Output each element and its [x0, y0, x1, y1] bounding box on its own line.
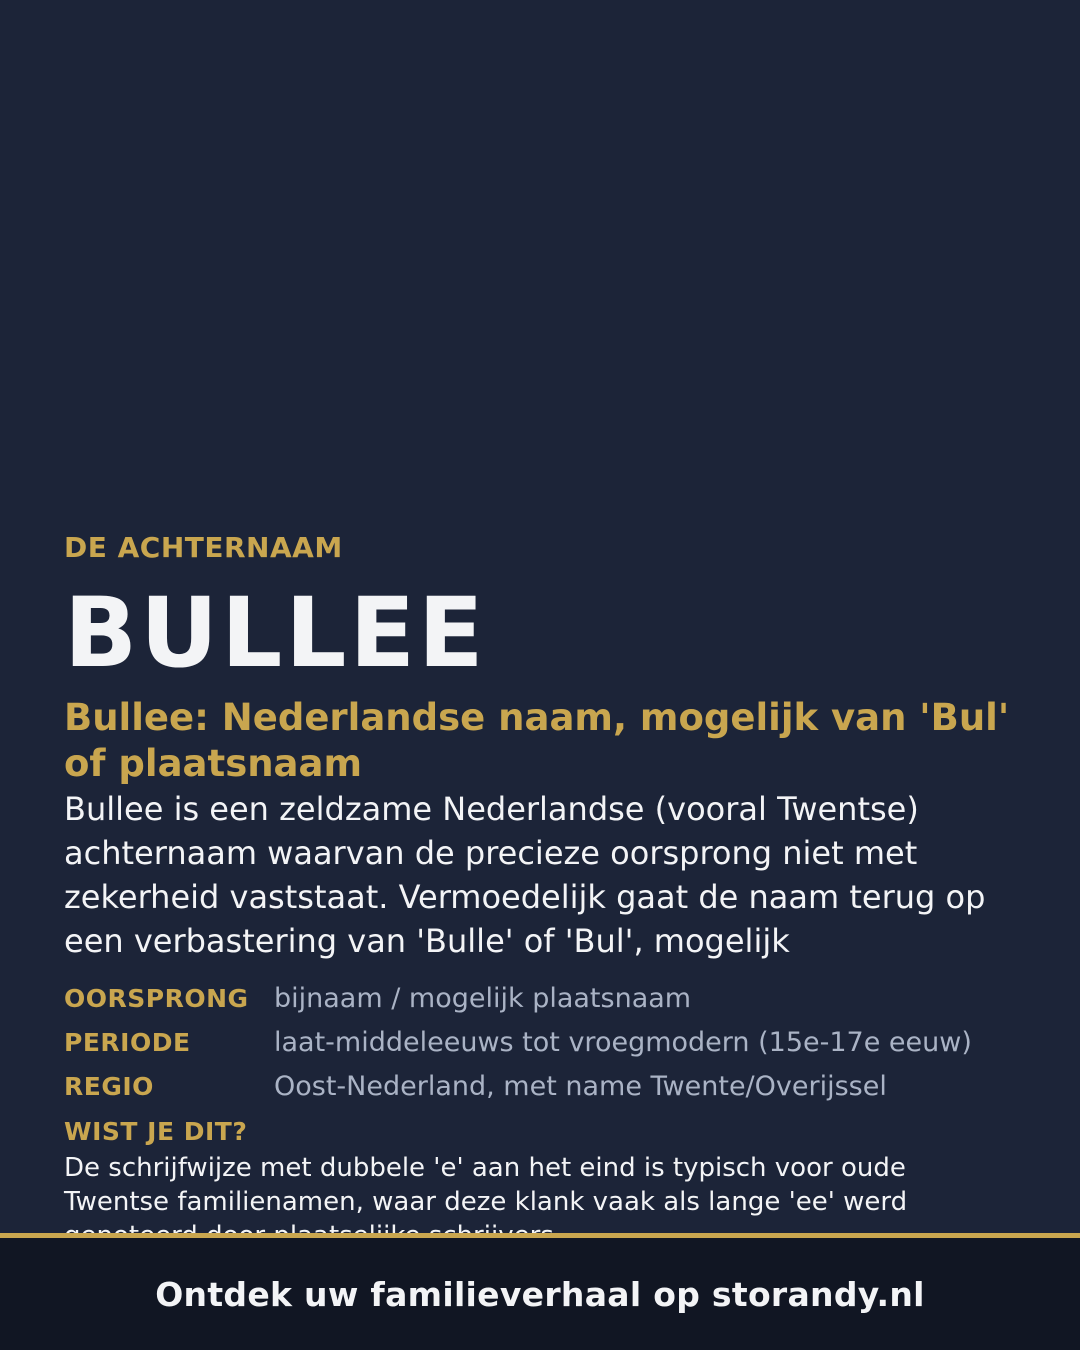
tagline: Bullee: Nederlandse naam, mogelijk van 'Bul' of plaatsnaam [64, 696, 1010, 785]
fact-label: REGIO [64, 1072, 154, 1101]
fact-row-origin [64, 983, 1024, 1027]
card-content [64, 531, 1024, 1253]
fact-label: OORSPRONG [64, 984, 249, 1013]
surname-title: BULLEE [64, 577, 487, 689]
facts-list [64, 983, 1024, 1115]
fact-label: PERIODE [64, 1028, 191, 1057]
did-you-know-text: De schrijfwijze met dubbele 'e' aan het eind is typisch voor oude Twentse familienamen, waar deze klank vaak als lange 'ee' werd [64, 1153, 908, 1217]
fact-value: bijnaam / mogelijk plaatsnaam [274, 983, 692, 1014]
description-text: Bullee is een zeldzame Nederlandse (vooral Twentse) achternaam waarvan de precieze oorsprong niet met zekerheid vaststaat. Vermoedelijk gaat de naam terug op een verbastering van 'Bulle' of 'Bul', mogelijk [64, 790, 986, 960]
footer-banner [0, 1233, 1080, 1350]
fact-value: Oost-Nederland, met name Twente/Overijssel [274, 1071, 887, 1102]
eyebrow-label: DE ACHTERNAAM [64, 531, 343, 564]
footer-cta-text: Ontdek uw familieverhaal op storandy.nl [155, 1274, 925, 1314]
fact-value: laat-middeleeuws tot vroegmodern (15e-17e eeuw) [274, 1027, 972, 1058]
did-you-know-label: WIST JE DIT? [64, 1117, 248, 1146]
fact-row-region [64, 1071, 1024, 1115]
fact-row-period [64, 1027, 1024, 1071]
